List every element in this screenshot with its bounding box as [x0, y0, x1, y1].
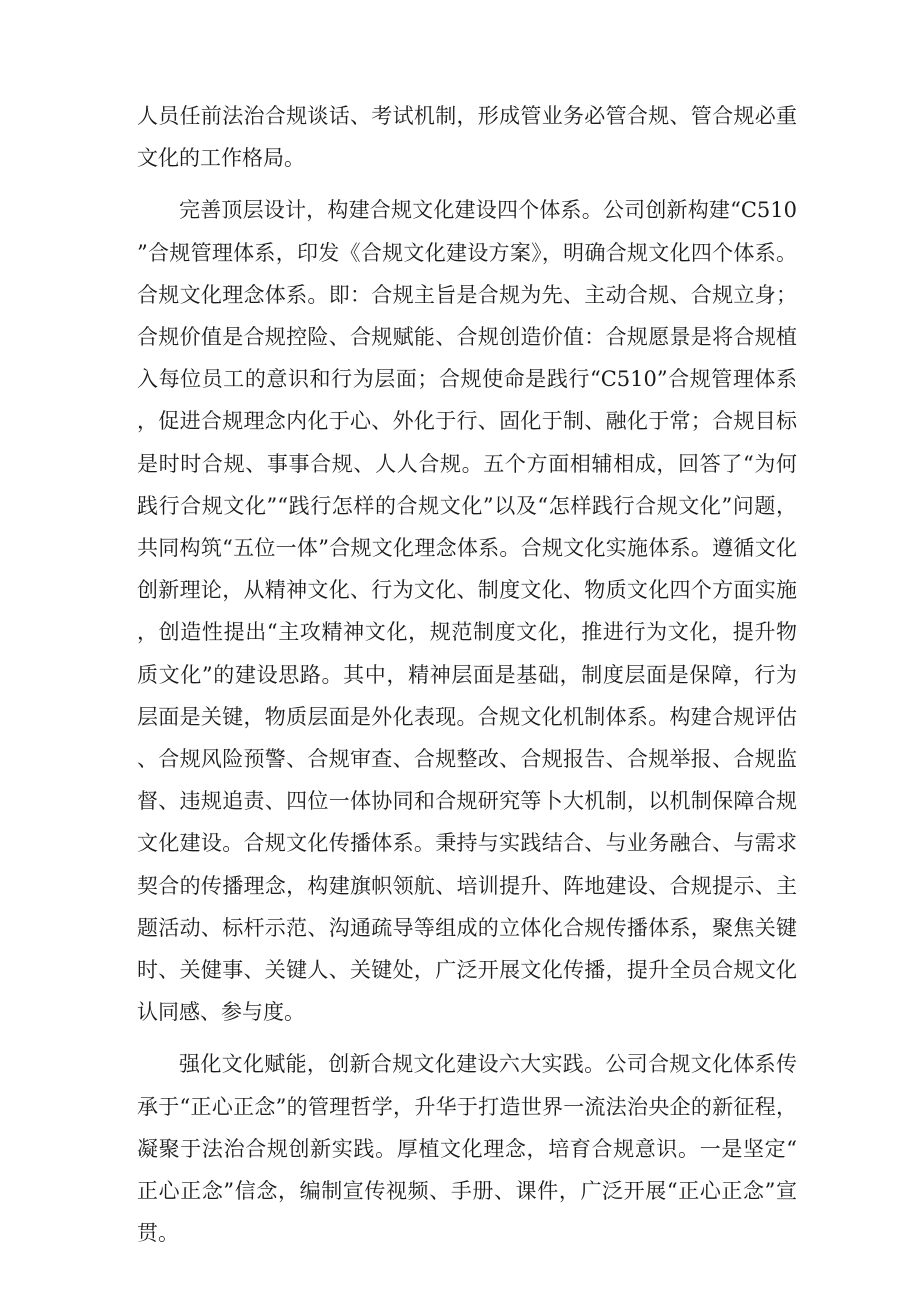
paragraph-cultural-empowerment: 强化文化赋能，创新合规文化建设六大实践。公司合规文化体系传承于“正心正念”的管理哲学，升华于打造世界一流法治央企的新征程，凝聚于法治合规创新实践。厚植文化理念，培育合规意识。一是坚定“正心正念”信念，编制宣传视频、手册、课件，广泛开展“正心正念”宣贯。: [137, 1052, 797, 1246]
paragraph-top-level-design: 完善顶层设计，构建合规文化建设四个体系。公司创新构建“C510”合规管理体系，印发《合规文化建设方案》，明确合规文化四个体系。合规文化理念体系。即：合规主旨是合规为先、主动合规、合规立身；合规价值是合规控险、合规赋能、合规创造价值：合规愿景是将合规植入每位员工的意识和行为层面；合规使命是践行“C510”合规管理体系，促进合规理念内化于心、外化于行、固化于制、融化于常；合规目标是时时合规、事事合规、人人合规。五个方面相辅相成，回答了“为何践行合规文化”“践行怎样的合规文化”以及“怎样践行合规文化”问题，共同构筑“五位一体”合规文化理念体系。合规文化实施体系。遵循文化创新理论，从精神文化、行为文化、制度文化、物质文化四个方面实施，创造性提出“主攻精神文化，规范制度文化，推进行为文化，提升物质文化”的建设思路。其中，精神层面是基础，制度层面是保障，行为层面是关键，物质层面是外化表现。合规文化机制体系。构建合规评估、合规风险预警、合规审查、合规整改、合规报告、合规举报、合规监督、违规追责、四位一体协同和合规研究等卜大机制，以机制保障合规文化建设。合规文化传播体系。秉持与实践结合、与业务融合、与需求契合的传播理念，构建旗帜领航、培训提升、阵地建设、合规提示、主题活动、标杆示范、沟通疏导等组成的立体化合规传播体系，聚焦关键时、关健事、关键人、关键处，广泛开展文化传播，提升全员合规文化认同感、参与度。: [137, 198, 797, 1025]
paragraph-continuation: 人员任前法治合规谈话、考试机制，形成管业务必管合规、管合规必重文化的工作格局。: [137, 104, 797, 171]
body-text: [137, 95, 797, 1264]
